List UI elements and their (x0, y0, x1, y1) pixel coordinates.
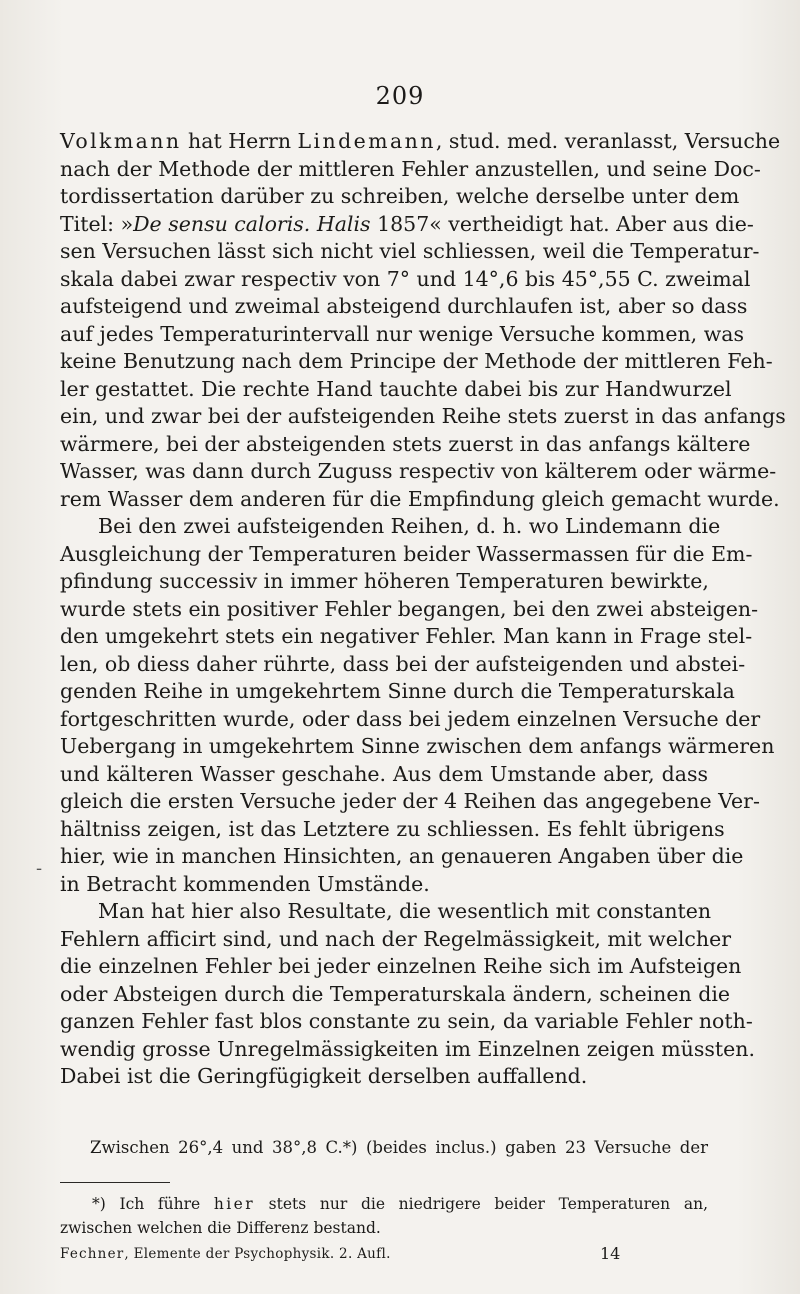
text-line: Dabei ist die Geringfügigkeit derselben auffallend. (60, 1064, 588, 1088)
text-line: keine Benutzung nach dem Principe der Methode der mittleren Feh- (60, 349, 773, 373)
text-line: ler gestattet. Die rechte Hand tauchte dabei bis zur Handwurzel (60, 376, 732, 401)
margin-mark: - (36, 858, 43, 879)
spaced-name: Lindemann (297, 129, 436, 153)
text-line: den umgekehrt stets ein negativer Fehler. Man kann in Frage stel- (60, 624, 753, 648)
page-number: 209 (375, 82, 425, 110)
footnote-emphasis: hier (213, 1195, 256, 1213)
text-segment: hat Herrn (181, 129, 298, 153)
text-line: sen Versuchen lässt sich nicht viel schliessen, weil die Temperatur- (60, 239, 760, 263)
text-line: hier, wie in manchen Hinsichten, an genaueren Angaben über die (60, 844, 744, 868)
signature-line (60, 1246, 391, 1262)
text-line: in Betracht kommenden Umstände. (60, 871, 430, 896)
text-line: ein, und zwar bei der aufsteigenden Reihe stets zuerst in das anfangs (60, 404, 786, 428)
signature-author: Fechner (60, 1246, 125, 1262)
text-line: ganzen Fehler fast blos constante zu sein, da variable Fehler noth- (60, 1009, 753, 1033)
sheet-number: 14 (600, 1244, 621, 1263)
text-line: pfindung successiv in immer höheren Temperaturen bewirkte, (60, 569, 709, 593)
text-line: genden Reihe in umgekehrtem Sinne durch die Temperaturskala (60, 679, 735, 703)
italic-title: De sensu caloris. Halis (133, 211, 371, 236)
text-line: Bei den zwei aufsteigenden Reihen, d. h. wo Lindemann die (98, 514, 721, 538)
text-line: wärmere, bei der absteigenden stets zuerst in das anfangs kältere (60, 431, 751, 456)
text-line: rem Wasser dem anderen für die Empfindung gleich gemacht wurde. (60, 486, 780, 511)
footnote-rule (60, 1182, 170, 1183)
text-line: Man hat hier also Resultate, die wesentlich mit constanten (98, 899, 712, 923)
text-line: wendig grosse Unregelmässigkeiten im Einzelnen zeigen müssten. (60, 1036, 755, 1061)
text-line: und kälteren Wasser geschahe. Aus dem Umstande aber, dass (60, 761, 708, 786)
text-line: len, ob diess daher rührte, dass bei der aufsteigenden und abstei- (60, 651, 746, 676)
text-line: die einzelnen Fehler bei jeder einzelnen Reihe sich im Aufsteigen (60, 954, 742, 978)
body-text (60, 128, 786, 1091)
text-segment: , stud. med. veranlasst, Versuche (435, 129, 781, 153)
text-line: oder Absteigen durch die Temperaturskala ändern, scheinen die (60, 981, 731, 1006)
text-line: auf jedes Temperaturintervall nur wenige Versuche kommen, was (60, 321, 744, 346)
text-line: nach der Methode der mittleren Fehler anzustellen, und seine Doc- (60, 156, 761, 181)
small-paragraph: Zwischen 26°,4 und 38°,8 C.*) (beides inclus.) gaben 23 Versuche der (90, 1138, 708, 1157)
text-line: fortgeschritten wurde, oder dass bei jedem einzelnen Versuche der (60, 706, 761, 731)
footnote-line-1 (60, 1192, 708, 1216)
text-line: Uebergang in umgekehrtem Sinne zwischen dem anfangs wärmeren (60, 734, 775, 758)
signature-title: , Elemente der Psychophysik. 2. Aufl. (124, 1246, 391, 1262)
footnote-text-pre: *) Ich führe (92, 1195, 214, 1213)
text-line: Ausgleichung der Temperaturen beider Wassermassen für die Em- (60, 541, 753, 566)
text-line: aufsteigend und zweimal absteigend durchlaufen ist, aber so dass (60, 294, 748, 318)
text-line: hältniss zeigen, ist das Letztere zu schliessen. Es fehlt übrigens (60, 816, 725, 841)
text-line (60, 128, 781, 156)
text-line: Wasser, was dann durch Zuguss respectiv von kälterem oder wärme- (60, 459, 777, 483)
footnote-text-post: stets nur die niedrigere beider Temperaturen an, (255, 1195, 708, 1213)
text-line: gleich die ersten Versuche jeder der 4 Reihen das angegebene Ver- (60, 789, 760, 813)
text-segment: 1857« vertheidigt hat. Aber aus die- (370, 211, 754, 236)
text-line: skala dabei zwar respectiv von 7° und 14°,6 bis 45°,55 C. zweimal (60, 266, 751, 291)
footnote-line-2: zwischen welchen die Differenz bestand. (60, 1219, 381, 1237)
text-line: Fehlern afficirt sind, und nach der Regelmässigkeit, mit welcher (60, 926, 731, 951)
text-segment: Titel: » (60, 211, 134, 236)
text-line: wurde stets ein positiver Fehler begangen, bei den zwei absteigen- (60, 596, 759, 621)
text-line (60, 211, 754, 239)
text-line: tordissertation darüber zu schreiben, welche derselbe unter dem (60, 184, 740, 208)
spaced-name: Volkmann (60, 129, 182, 153)
